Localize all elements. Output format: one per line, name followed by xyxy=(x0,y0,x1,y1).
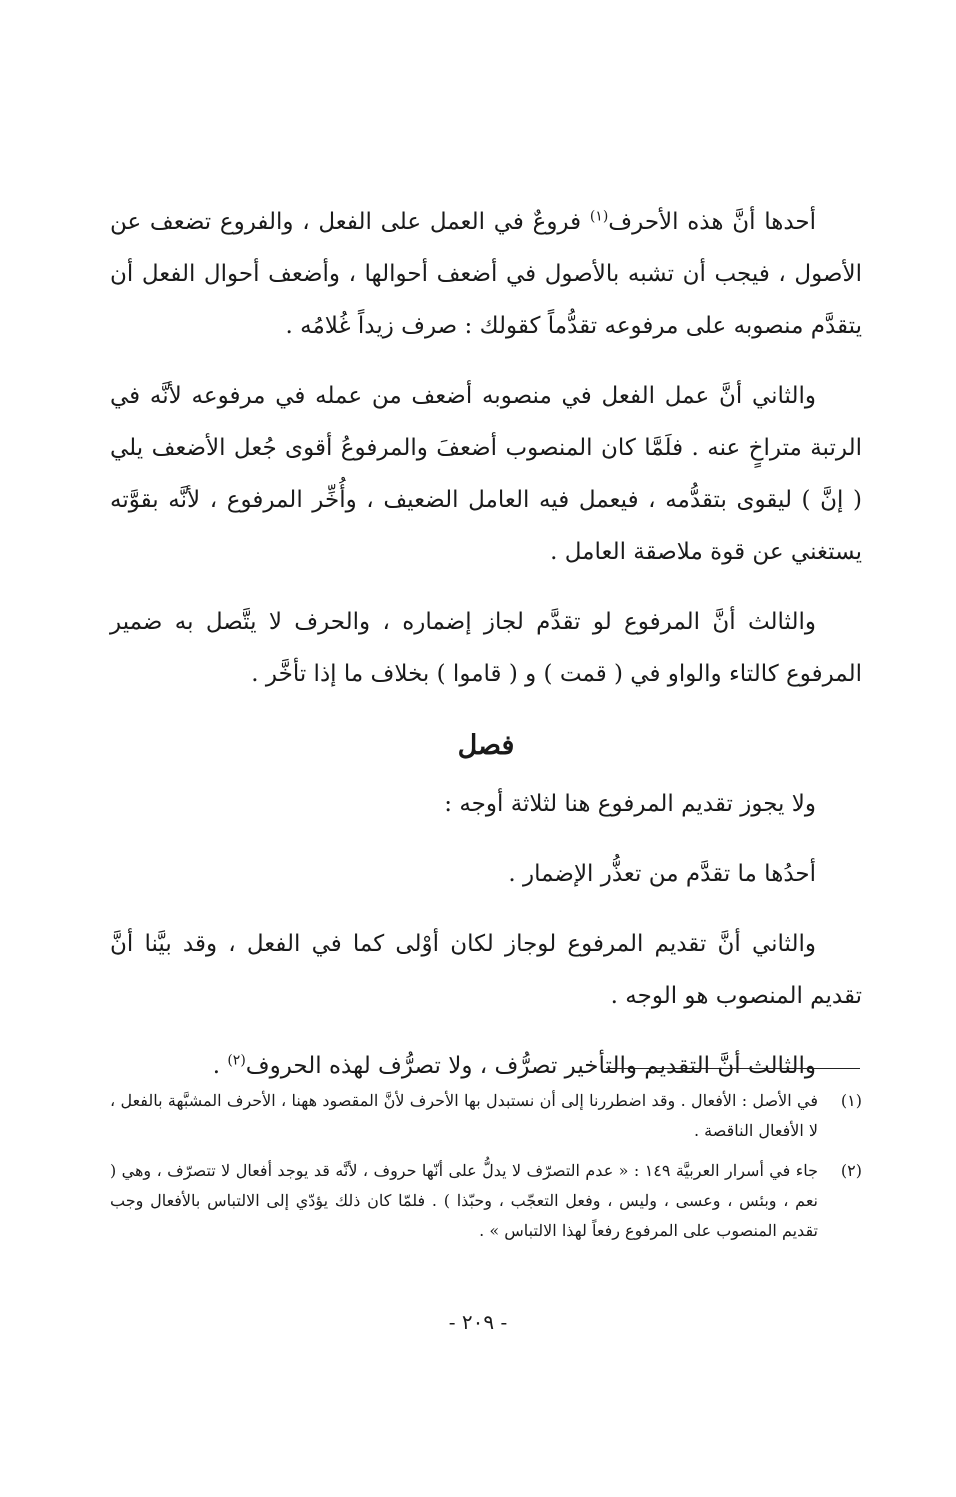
footnote-divider xyxy=(606,1068,860,1069)
paragraph-1 xyxy=(110,196,862,352)
footnotes xyxy=(110,1086,862,1256)
paragraph-7-text-b: . xyxy=(212,1053,228,1079)
section-heading: فصل xyxy=(457,730,515,761)
paragraph-4: ولا يجوز تقديم المرفوع هنا لثلاثة أوجه : xyxy=(444,791,816,817)
paragraph-7-text-a: والثالث أنَّ التقديم والتأخير تصرُّف ، ولا تصرُّف لهذه الحروف xyxy=(245,1053,816,1079)
paragraph-3: والثالث أنَّ المرفوع لو تقدَّم لجاز إضماره ، والحرف لا يتَّصل به ضمير المرفوع كالتاء والواو في ( قمت ) و ( قاموا ) بخلاف ما إذا تأخَّر . xyxy=(110,609,862,687)
footnote-1-text: في الأصل : الأفعال . وقد اضطررنا إلى أن نستبدل بها الأحرف لأنَّ المقصود ههنا ، الأحرف المشبَّهة بالفعل ، لا الأفعال الناقصة . xyxy=(110,1091,818,1140)
main-text xyxy=(110,196,862,1110)
paragraph-1-text-b: فروعٌ في العمل على الفعل ، والفروع تضعف عن الأصول ، فيجب أن تشبه بالأصول في أضعف أحوالها ، وأضعف أحوال الفعل أن يتقدَّم منصوبه على مرفوعه تقدُّماً كقولك : صرف زيداً غُلامُه . xyxy=(110,209,862,339)
footnote-1 xyxy=(110,1086,862,1146)
paragraph-6: والثاني أنَّ تقديم المرفوع لوجاز لكان أوْلى كما في الفعل ، وقد بيَّنا أنَّ تقديم المنصوب هو الوجه . xyxy=(110,931,862,1009)
paragraph-7 xyxy=(110,1040,862,1092)
footnote-1-number: (١) xyxy=(840,1091,862,1110)
footnote-ref-2[interactable]: (٢) xyxy=(227,1052,246,1069)
paragraph-5: أحدُها ما تقدَّم من تعذُّر الإضمار . xyxy=(508,861,816,887)
paragraph-1-text-a: أحدها أنَّ هذه الأحرف xyxy=(608,209,817,235)
footnote-2 xyxy=(110,1156,862,1246)
footnote-ref-1[interactable]: (١) xyxy=(589,208,609,225)
footnote-2-text: جاء في أسرار العربيَّة ١٤٩ : « عدم التصرّف لا يدلُّ على أنّها حروف ، لأنَّه قد يوجد أفعال لا تتصرّف ، وهي ( نعم ، وبئس ، وعسى ، وليس ، وفعل التعجّب ، وحبّذا ) . فلمّا كان ذلك يؤدّي إلى الالتباس بالأفعال وجب تقديم المنصوب على المرفوع رفعاً لهذا الالتباس » . xyxy=(110,1161,818,1240)
page-number: - ٢٠٩ - xyxy=(448,1310,508,1334)
footnote-2-number: (٢) xyxy=(840,1161,862,1180)
paragraph-2: والثاني أنَّ عمل الفعل في منصوبه أضعف من عمله في مرفوعه لأنَّه في الرتبة متراخٍ عنه . فلَمَّا كان المنصوب أضعفَ والمرفوعُ أقوى جُعل الأضعف يلي ( إنَّ ) ليقوى بتقدُّمه ، فيعمل فيه العامل الضعيف ، وأُخِّر المرفوع ، لأنَّه بقوَّته يستغني عن قوة ملاصقة العامل . xyxy=(110,383,862,565)
